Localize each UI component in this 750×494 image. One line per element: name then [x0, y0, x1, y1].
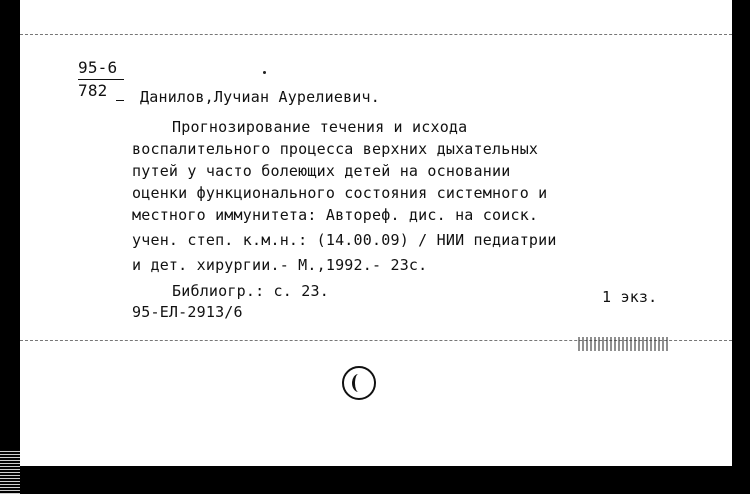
record-id: 95-ЕЛ-2913/6	[132, 303, 243, 321]
punch-hole-icon	[342, 366, 376, 400]
shelf-mark: 95-6	[78, 58, 118, 77]
title-line-4: оценки функционального состояния системного и	[132, 184, 548, 202]
title-line-1: Прогнозирование течения и исхода	[172, 118, 468, 136]
title-line-5: местного иммунитета: Автореф. дис. на соиск.	[132, 206, 539, 224]
author-heading: Данилов,Лучиан Аурелиевич.	[140, 88, 380, 106]
title-line-3: путей у часто болеющих детей на основании	[132, 162, 511, 180]
scanner-edge	[0, 450, 20, 494]
title-line-6: учен. степ. к.м.н.: (14.00.09) / НИИ педиатрии	[132, 231, 557, 249]
catalog-card	[20, 0, 732, 466]
title-line-7: и дет. хирургии.- М.,1992.- 23с.	[132, 256, 428, 274]
copies-count: 1 экз.	[602, 288, 658, 306]
stamp-mark	[578, 337, 670, 351]
title-line-2: воспалительного процесса верхних дыхательных	[132, 140, 539, 158]
shelf-mark-underline	[78, 79, 124, 80]
card-number-tick	[116, 100, 124, 101]
ruled-line-top	[20, 34, 732, 35]
ink-dot	[263, 71, 266, 74]
card-number: 782	[78, 81, 108, 100]
bibliography-note: Библиогр.: с. 23.	[172, 282, 329, 300]
